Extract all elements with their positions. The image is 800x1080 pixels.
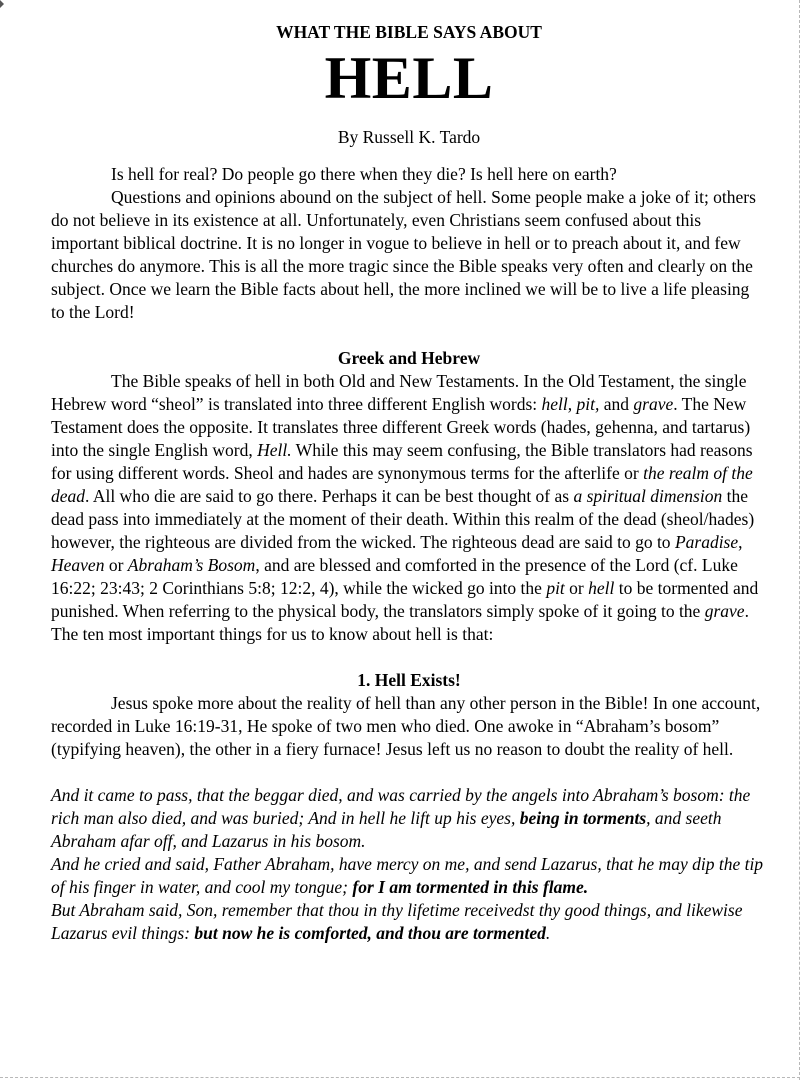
document-supertitle: WHAT THE BIBLE SAYS ABOUT: [276, 22, 542, 42]
scripture-verse-3: But Abraham said, Son, remember that thou in thy lifetime receivedst thy good things, and likewise Lazarus evil things: but now he is comforted, and thou are tormented.: [51, 900, 743, 943]
author-byline: By Russell K. Tardo: [337, 127, 481, 147]
spacer: [51, 324, 767, 347]
document-page: [51, 20, 767, 945]
greek-hebrew-closing: The ten most important things for us to know about hell is that:: [51, 624, 494, 644]
page-edge-bottom: [0, 1077, 800, 1078]
section-heading-hell-exists: 1. Hell Exists!: [357, 670, 461, 690]
page-marker: [0, 0, 4, 8]
document-title: HELL: [324, 45, 494, 111]
scripture-verse-2: And he cried and said, Father Abraham, have mercy on me, and send Lazarus, that he may dip the tip of his finger in water, and cool my tongue; for I am tormented in this flame.: [51, 854, 764, 897]
intro-paragraph-2: Questions and opinions abound on the subject of hell. Some people make a joke of it; others do not believe in its existence at all. Unfortunately, even Christians seem confused about this important biblical doctrine. It is no longer in vogue to believe in hell or to preach about it, and few churches do anymore. This is all the more tragic since the Bible speaks very often and clearly on the subject. Once we learn the Bible facts about hell, the more inclined we will be to live a life pleasing to the Lord!: [51, 187, 756, 322]
hell-exists-paragraph: Jesus spoke more about the reality of hell than any other person in the Bible! In one account, recorded in Luke 16:19-31, He spoke of two men who died. One awoke in “Abraham’s bosom” (typifying heaven), the other in a fiery furnace! Jesus left us no reason to doubt the reality of hell.: [51, 693, 761, 759]
spacer: [51, 761, 767, 784]
intro-paragraph-1: Is hell for real? Do people go there when they die? Is hell here on earth?: [111, 164, 617, 184]
scripture-verse-1: And it came to pass, that the beggar died, and was carried by the angels into Abraham’s bosom: the rich man also died, and was buried; And in hell he lift up his eyes, being in torments, and seeth Abraham afar off, and Lazarus in his bosom.: [51, 785, 751, 851]
greek-hebrew-paragraph: The Bible speaks of hell in both Old and New Testaments. In the Old Testament, the single Hebrew word “sheol” is translated into three different English words: hell, pit, and grave. The New Testament does the opposite. It translates three different Greek words (hades, gehenna, and tartarus) into the single English word, Hell. While this may seem confusing, the Bible translators had reasons for using different words. Sheol and hades are synonymous terms for the afterlife or the realm of the dead. All who die are said to go there. Perhaps it can be best thought of as a spiritual dimension the dead pass into immediately at the moment of their death. Within this realm of the dead (sheol/hades) however, the righteous are divided from the wicked. The righteous dead are said to go to Paradise, Heaven or Abraham’s Bosom, and are blessed and comforted in the presence of the Lord (cf. Luke 16:22; 23:43; 2 Corinthians 5:8; 12:2, 4), while the wicked go into the pit or hell to be tormented and punished. When referring to the physical body, the translators simply spoke of it going to the grave.: [51, 371, 759, 621]
section-heading-greek-hebrew: Greek and Hebrew: [337, 348, 481, 368]
spacer: [51, 646, 767, 669]
